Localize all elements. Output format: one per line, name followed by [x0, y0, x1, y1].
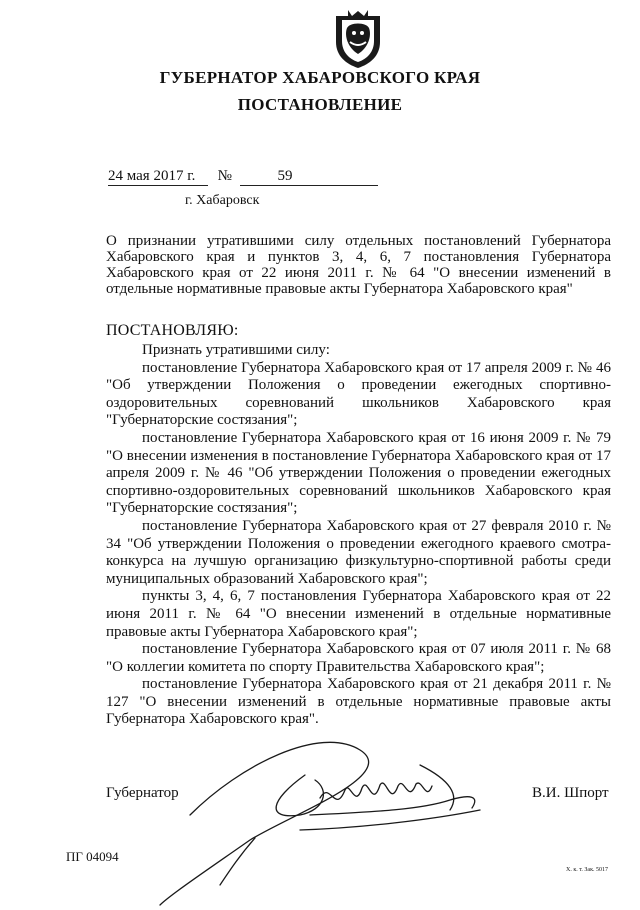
- issuing-authority: ГУБЕРНАТОР ХАБАРОВСКОГО КРАЯ: [159, 68, 481, 87]
- date-number-line: [108, 168, 378, 186]
- body-paragraph: постановление Губернатора Хабаровского края от 16 июня 2009 г. № 79 "О внесении изменения в постановление Губернатора Хабаровского края от 17 апреля 2009 г. № 46 "Об утверждении Положения о проведении ежегодных спортивно-оздоровительных соревнований школьников Хабаровского края "Губернаторские состязания";: [106, 429, 611, 517]
- body-paragraph: постановление Губернатора Хабаровского края от 21 декабря 2011 г. № 127 "О внесении изменений в отдельные нормативные правовые акты Губернатора Хабаровского края".: [106, 676, 611, 728]
- document-subject: О признании утратившими силу отдельных постановлений Губернатора Хабаровского края и пунктов 3, 4, 6, 7 постановления Губернатора Хабаровского края от 22 июня 2011 г. № 64 "О внесении изменений в отдельные нормативные правовые акты Губернатора Хабаровского края": [106, 233, 611, 297]
- signatory-position: Губернатор: [106, 785, 179, 801]
- body-paragraph: постановление Губернатора Хабаровского края от 17 апреля 2009 г. № 46 "Об утверждении Положения о проведении ежегодных спортивно-оздоровительных соревнований школьников Хабаровского края "Губернаторские состязания";: [106, 359, 611, 429]
- print-note: Х. к. т. Зак. 5017: [566, 867, 609, 873]
- form-code: ПГ 04094: [66, 849, 119, 864]
- body-paragraph: пункты 3, 4, 6, 7 постановления Губернатора Хабаровского края от 22 июня 2011 г. № 64 "О внесении изменений в отдельные нормативные правовые акты Губернатора Хабаровского края";: [106, 588, 611, 640]
- document-number: 59: [240, 168, 378, 186]
- document-type: ПОСТАНОВЛЕНИЕ: [237, 95, 403, 114]
- document-body: [106, 342, 611, 729]
- city: г. Хабаровск: [185, 193, 260, 208]
- document-date: 24 мая 2017 г.: [108, 168, 208, 186]
- body-paragraph: постановление Губернатора Хабаровского края от 27 февраля 2010 г. № 34 "Об утверждении Положения о проведении ежегодного краевого смотра-конкурса на лучшую организацию физкультурно-спортивной работы среди муниципальных образований Хабаровского края";: [106, 517, 611, 587]
- resolve-heading: ПОСТАНОВЛЯЮ:: [106, 322, 239, 339]
- number-sign: №: [217, 168, 232, 184]
- coat-of-arms-emblem: [326, 6, 390, 70]
- body-paragraph: постановление Губернатора Хабаровского края от 07 июля 2011 г. № 68 "О коллегии комитета по спорту Правительства Хабаровского края";: [106, 641, 611, 675]
- body-paragraph: Признать утратившими силу:: [142, 342, 330, 358]
- handwritten-signature: [150, 720, 530, 910]
- signatory-name: В.И. Шпорт: [532, 785, 609, 801]
